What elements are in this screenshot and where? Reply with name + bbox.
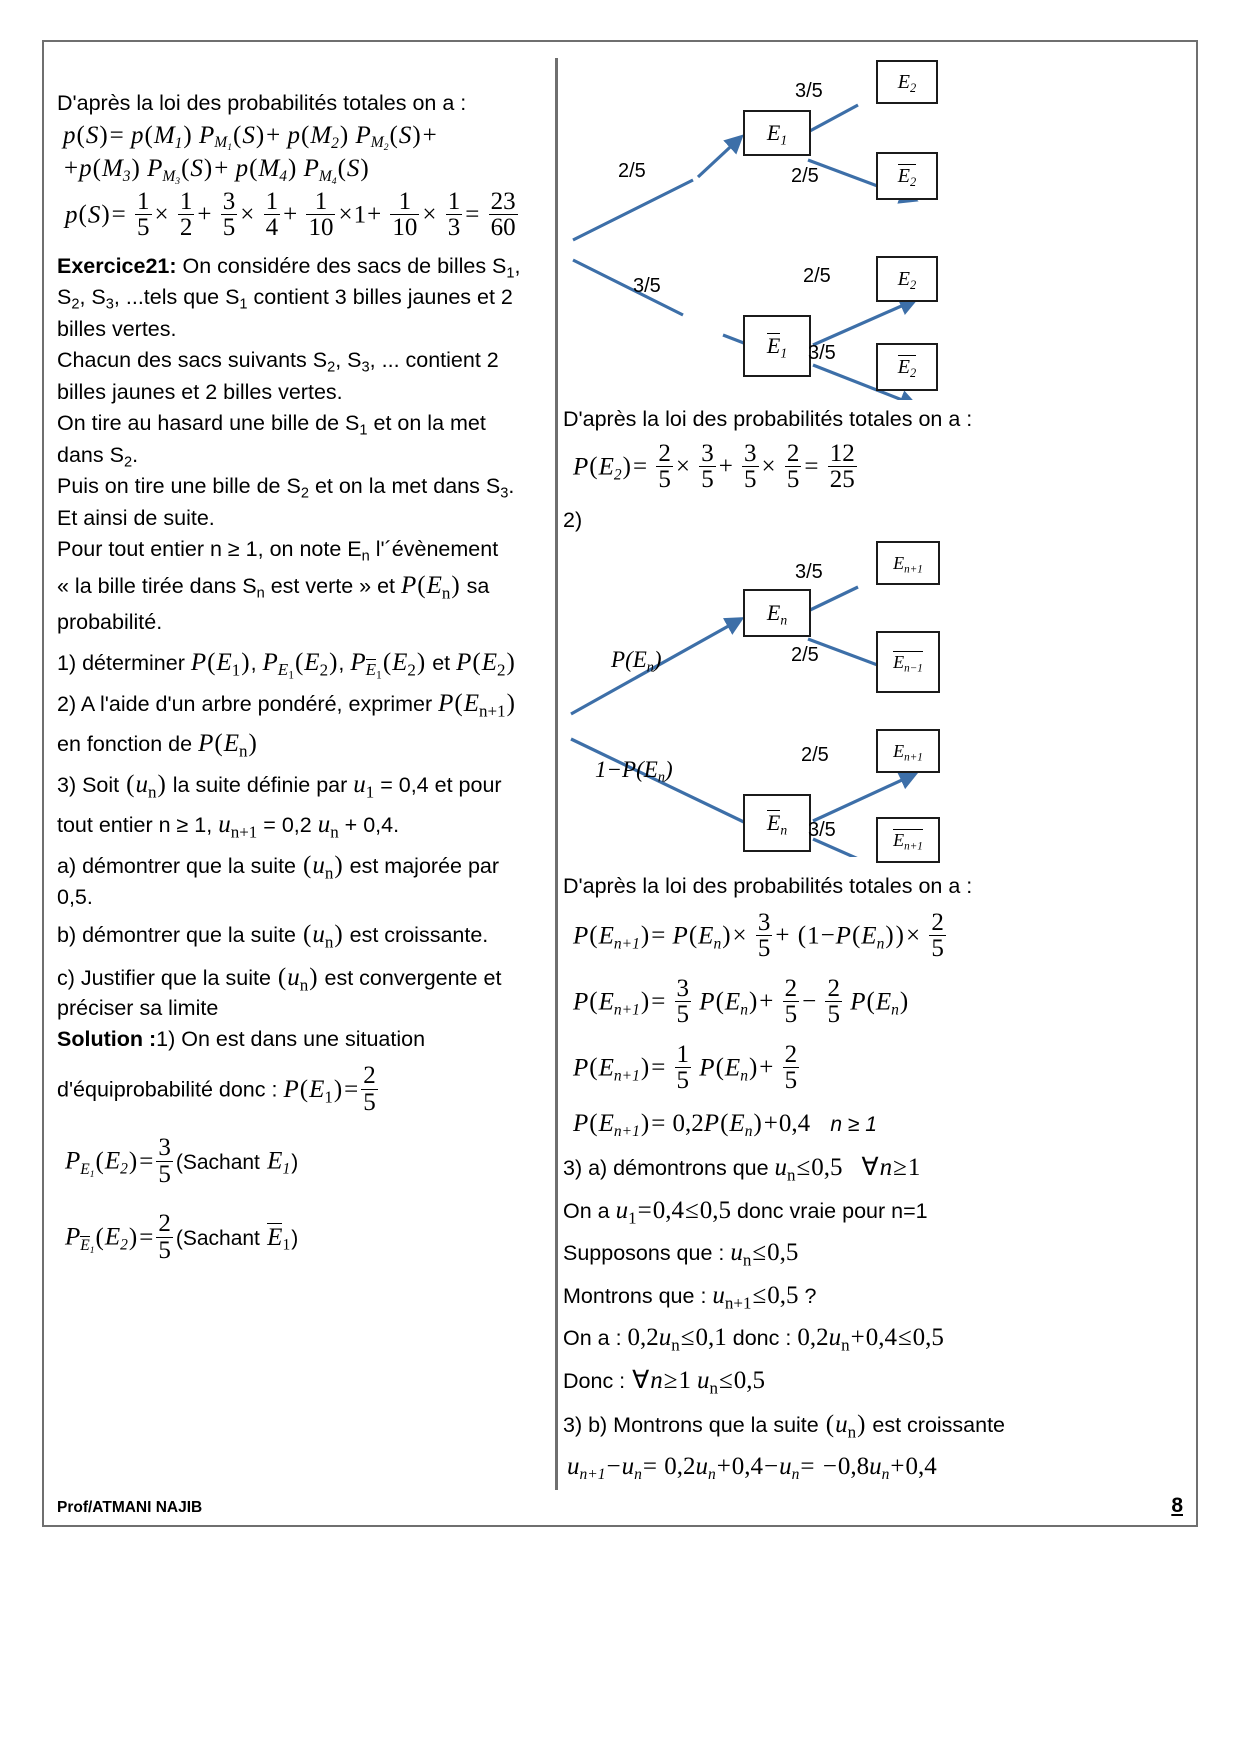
math-pen1: $P(E_{n+1})$ [438,690,515,721]
solution-text: 1) On est dans une situation [156,1026,426,1051]
right-law-line-1: D'après la loi des probabilités totales on a : [563,407,973,431]
tree1-node-e1-bar [743,315,811,377]
tree-diagram-2 [563,539,1033,857]
math-02un-le: $0,2u_n\le 0,1$ [627,1324,727,1355]
right-column [563,60,1033,1483]
question-3c-line2: préciser sa limite [57,996,219,1021]
tree2-weight-bot-up: 2/5 [801,744,829,767]
question-3-end: et pour [434,773,502,798]
math-pe2: $P(E_2)$ [456,648,515,680]
tree1-leaf-4-label: $E_2$ [897,356,917,380]
tree2-leaf-1-label: $E_{n+1}$ [893,552,923,576]
equation-ps-line1: $p(S)= p(M_1)$ $P_{M_1}(S)+ p(M_2)$ $P_{M_2}(S)+$ [63,121,437,154]
exercise-line-7: dans $S_2$. [57,442,139,471]
math-un-le: $u_n\le 0,5$ [774,1154,843,1185]
exercise-line-6: On tire au hasard une bille de $S_1$ et on la met [57,411,486,439]
exercise-heading [57,251,547,282]
footer-page-number: 8 [1171,1494,1183,1517]
tree2-leaf-1 [876,541,940,585]
exercise-line-9: Et ainsi de suite. [57,505,215,530]
right-line-supposons-prefix: Supposons que : [563,1241,725,1266]
equation-rec-2: $P(E_{n+1})=$ $\frac{3}{5}$ $P(E_n)+$ $\frac{2}{5}$ − $\frac{2}{5}$ $P(E_n)$ [573,974,909,1029]
tree1-root-weight-bottom: 3/5 [633,275,661,297]
exercise-line-3: billes vertes. [57,316,177,341]
equation-rec-4: $P(E_{n+1})= 0,2P(E_n)+0,4$ n ≥ 1 [573,1109,877,1140]
right-line-ona [563,1196,1033,1227]
math-un-le-2: $u_n\le 0,5$ [730,1239,799,1270]
tree2-node-en-label: $E_n$ [766,600,788,628]
right-line-ona2-mid: donc : [732,1326,792,1351]
math-pe1: $P(E_1)$ [190,648,250,680]
question-3-line2: tout entier n ≥ 1, $u_{n+1} = 0,2$ $u_n + 0,4$. [57,810,400,842]
tree1-leaf-1-label: $E_2$ [897,70,917,95]
tree2-leaf-2-label: $E_{n-1}$ [893,652,923,675]
exercise-line-2: $S_2$, $S_3$, ...tels que $S_1$ contient 3 billes jaunes et 2 [57,285,513,313]
tree1-leaf-4 [876,343,938,391]
tree1-weight-bot-up: 2/5 [803,265,831,287]
exercise-label: Exercice21: [57,253,177,278]
tree1-leaf-2 [876,152,938,200]
math-forall-n2: ∀n≥1 [632,1366,691,1394]
tree2-leaf-2 [876,631,940,693]
question-2-cont [57,729,547,760]
equation-cond-2: $P_{E_1}(E_2)=$ $\frac{2}{5}$ (Sachant $E_1$) [65,1210,299,1264]
question-3c [57,963,547,994]
math-un-seq-c: $(u_n)$ [277,963,318,995]
tree1-root-weight-top: 2/5 [618,160,646,182]
question-3b-prefix: b) démontrer que la suite [57,923,297,948]
right-line-donc-prefix: Donc : [563,1368,626,1393]
tree2-node-en-bar [743,794,811,852]
right-line-ona-suffix: donc vraie pour n=1 [736,1198,928,1223]
solution-line2-prefix: d'équiprobabilité donc : [57,1078,278,1103]
exercise-line-12: probabilité. [57,610,163,635]
math-un-seq-b: $(u_n)$ [303,921,343,952]
right-q3b-prefix: 3) b) Montrons que la suite [563,1413,819,1438]
right-q3a-prefix: 3) a) démontrons que [563,1156,769,1181]
solution-heading [57,1024,547,1055]
question-3-prefix: 3) Soit [57,773,120,798]
math-un1: $u_{n+1}$ [218,810,258,842]
math-02un04-le: $0,2u_n+0,4\le 0,5$ [797,1324,944,1355]
tree1-leaf-3 [876,256,938,302]
exercise-line-4: Chacun des sacs suivants $S_2$, $S_3$, ... contient 2 [57,348,499,376]
page-footer [57,1494,1183,1518]
exercise-text-first: On considére des sacs de billes $S_1$, [182,253,521,282]
tree2-leaf-3 [876,729,940,773]
right-law-line-2: D'après la loi des probabilités totales on a : [563,874,973,899]
math-un-le-3: $u_n\le 0,5$ [696,1366,765,1398]
tree1-leaf-2-label: $E_2$ [897,165,917,189]
math-un-seq: $(u_n)$ [126,771,166,802]
question-3b [57,920,547,951]
right-q3a [563,1153,1033,1184]
left-intro-line: D'après la loi des probabilités totales on a : [57,91,467,115]
tree2-weight-bot-down: 3/5 [808,819,836,842]
exercise-line-11: « la bille tirée dans $S_n$ est verte » et $P(E_n)$ sa [57,571,490,603]
question-3c-prefix: c) Justifier que la suite [57,965,271,990]
math-un-seq-right: $(u_n)$ [825,1411,866,1442]
math-pe1-value: $P(E_1)=$ $\frac{2}{5}$ [283,1062,376,1116]
tree2-node-en [743,589,811,637]
question-1: 1) déterminer $P(E_1)$, $P_{E_1}(E_2)$, $P_{E_1}(E_2)$ et $P(E_2)$ [57,648,515,682]
question-3-mid: la suite définie par [172,773,348,798]
tree1-leaf-1 [876,60,938,104]
right-q3b-suffix: est croissante [872,1413,1006,1438]
question-1-prefix: 1) déterminer [57,650,185,675]
right-line-montrons-suffix: ? [804,1283,817,1308]
question-2-suffix: en fonction de [57,731,193,756]
tree2-weight-top-down: 2/5 [791,644,819,667]
tree1-leaf-3-label: $E_2$ [897,267,917,292]
math-u1: $u_1$ [353,771,375,802]
equation-rec-4-cond: n ≥ 1 [830,1112,877,1136]
tree2-leaf-3-label: $E_{n+1}$ [893,740,923,764]
math-un: $u_n$ [317,810,339,842]
tree2-root-weight-top: $P(E_n)$ [611,647,662,676]
tree2-leaf-4-label: $E_{n+1}$ [893,830,923,853]
question-3a-prefix: a) démontrer que la suite [57,854,297,879]
equation-cond-1: $P_{E_1}(E_2)=$ $\frac{3}{5}$ (Sachant $E_1$) [65,1134,299,1188]
tree1-weight-top-down: 2/5 [791,165,819,187]
exercise-line-10: Pour tout entier n ≥ 1, on note $E_n$ l'´évènement [57,537,499,565]
question-2 [57,689,547,720]
footer-author: Prof/ATMANI NAJIB [57,1499,203,1516]
exercise-line-5: billes jaunes et 2 billes vertes. [57,379,343,404]
right-line-ona2 [563,1323,1033,1354]
tree1-node-e1-label: $E_1$ [766,120,788,148]
question-3-line2-prefix: tout entier n ≥ 1, [57,812,213,837]
question-3b-suffix: est croissante. [349,923,489,948]
equation-pe2: $P(E_2)=$ $\frac{2}{5}$ × $\frac{3}{5}$ + $\frac{3}{5}$ × $\frac{2}{5}$ = $\frac{12}{25}$ [573,439,855,494]
right-line-montrons [563,1281,1033,1312]
question-3c-suffix: est convergente et [324,965,502,990]
right-line-montrons-prefix: Montrons que : [563,1283,707,1308]
math-forall-n: ∀n≥1 [861,1154,921,1182]
tree-diagram-1 [563,60,1033,400]
tree1-weight-bot-down: 3/5 [808,342,836,364]
right-q3b [563,1410,1033,1441]
math-pe1bar-e2: $P_{E_1}(E_2)$ [350,648,426,682]
tree2-root-weight-bottom: $1-P(E_n)$ [595,757,673,786]
column-divider [555,58,558,1490]
math-pen-b: $P(E_n)$ [198,729,257,761]
math-pe1e2: $P_{E_1}(E_2)$ [262,648,338,682]
math-un-seq-a: $(u_n)$ [303,852,343,883]
equation-rec-3: $P(E_{n+1})=$ $\frac{1}{5}$ $P(E_n)+$ $\frac{2}{5}$ [573,1040,798,1095]
right-line-ona2-prefix: On a : [563,1326,622,1351]
question-3a [57,851,547,882]
equation-ps-value: p(S)= $\frac{1}{5}$ × $\frac{1}{2}$ + $\frac{3}{5}$ × $\frac{1}{4}$ + $\frac{1}{10}$ ×1+ $\frac{1}{10}$ × $\frac{1}{3}$ = $\frac{23}{60}$ [65,187,516,242]
exercise-line-8: Puis on tire une bille de $S_2$ et on la met dans $S_3$. [57,474,515,502]
right-line-ona-prefix: On a [563,1198,610,1223]
tree1-node-e1 [743,110,811,156]
question-3a-suffix: est majorée par [349,854,500,879]
tree1-weight-top-up: 3/5 [795,80,823,102]
equation-3b: $u_{n+1}-u_n= 0,2u_n+0,4-u_n= -0,8u_n+0,4$ [567,1452,937,1483]
math-u1-le: $u_1=0,4\le 0,5$ [615,1196,731,1228]
math-un1-le: $u_{n+1}\le 0,5$ [712,1281,799,1313]
right-line-supposons [563,1238,1033,1269]
left-column [57,88,547,1265]
question-2-prefix: 2) A l'aide d'un arbre pondéré, exprimer [57,692,433,717]
equation-rec-1: $P(E_{n+1})= P(E_n)\times$ $\frac{3}{5}$ + $(1-P(E_n))\times$ $\frac{2}{5}$ [573,908,944,963]
math-pen: $P(E_n)$ [400,571,460,603]
tree2-weight-top-up: 3/5 [795,561,823,584]
tree1-node-e1-bar-label: $E_1$ [766,333,788,361]
solution-label: Solution : [57,1026,157,1051]
tree2-node-en-bar-label: $E_n$ [766,810,788,838]
section-2-label: 2) [563,507,583,532]
equation-ps-line2: $+p(M_3)$ $P_{M_3}(S)+ p(M_4)$ $P_{M_4}(S)$ [64,155,369,188]
question-3a-value: 0,5. [57,884,93,909]
solution-line2 [57,1062,547,1117]
tree2-leaf-4 [876,817,940,863]
right-line-donc [563,1366,1033,1397]
question-3: 3) Soit $(u_n)$ la suite définie par $u_1 = 0,4$ et pour [57,771,502,802]
